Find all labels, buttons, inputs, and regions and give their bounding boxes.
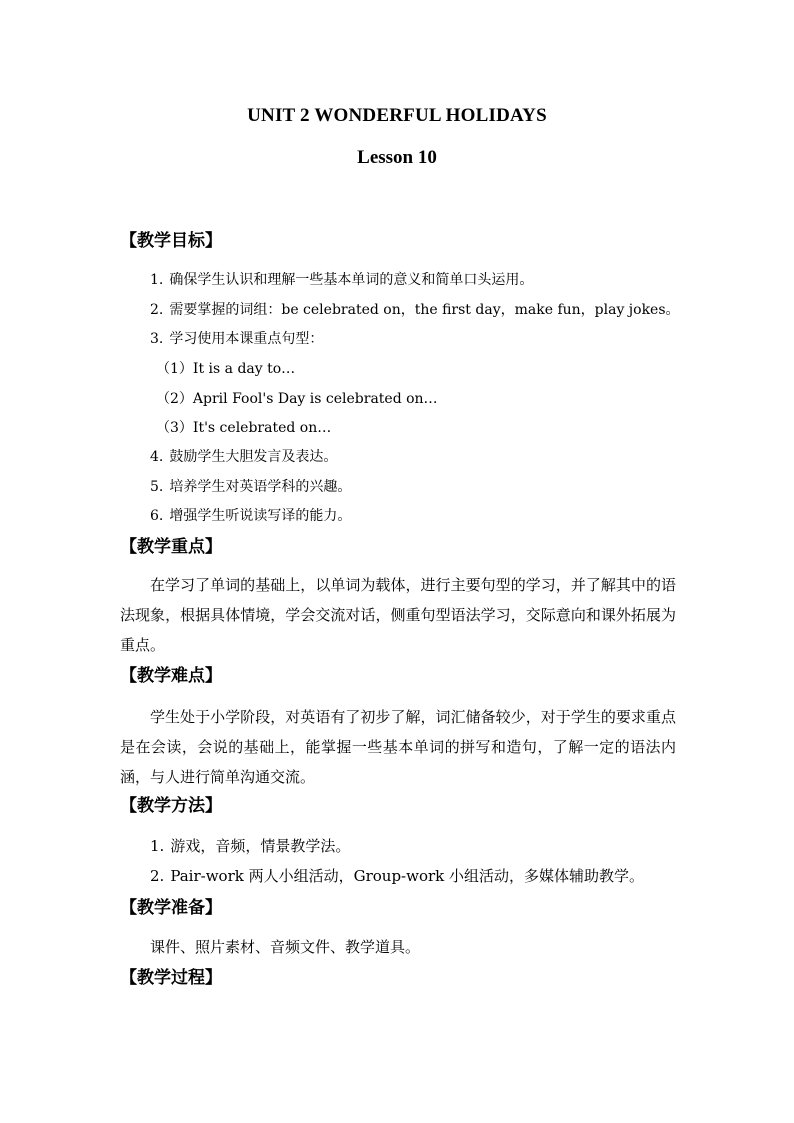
goal-item-text: 增强学生听说读写译的能力。 <box>169 508 352 524</box>
goal-item-text: 鼓励学生大胆发言及表达。 <box>169 449 338 465</box>
key-points-heading: 【教学重点】 <box>120 537 222 557</box>
goal-item-number: 3. <box>150 331 164 347</box>
preparation-heading: 【教学准备】 <box>120 898 222 918</box>
method-item-text: Pair-work 两人小组活动，Group-work 小组活动，多媒体辅助教学。 <box>170 867 645 885</box>
method-item <box>150 866 644 886</box>
goal-item-number: 2. <box>150 302 164 318</box>
method-item-text: 游戏，音频，情景教学法。 <box>170 837 351 855</box>
key-points-paragraph: 在学习了单词的基础上，以单词为载体，进行主要句型的学习，并了解其中的语法现象，根据具体情境，学会交流对话，侧重句型语法学习，交际意向和课外拓展为重点。 <box>120 576 676 654</box>
method-item-number: 2. <box>150 867 165 885</box>
lesson-title: Lesson 10 <box>357 147 437 168</box>
goal-subitem-text: It is a day to… <box>192 361 296 377</box>
goal-item <box>150 506 351 526</box>
goal-subitem-number: （1） <box>156 361 193 377</box>
goal-item <box>150 300 680 320</box>
goal-subitem <box>156 418 331 438</box>
goal-item <box>150 447 337 467</box>
goal-subitem-text: It's celebrated on… <box>192 420 332 436</box>
goal-subitem <box>156 389 438 409</box>
method-item-number: 1. <box>150 837 165 855</box>
difficulties-heading: 【教学难点】 <box>120 666 222 686</box>
goal-item-number: 4. <box>150 449 164 465</box>
goal-item-text: 学习使用本课重点句型： <box>169 331 324 347</box>
goal-item <box>150 477 351 497</box>
methods-heading: 【教学方法】 <box>120 796 222 816</box>
goal-subitem-number: （3） <box>156 420 193 436</box>
goal-subitem <box>156 359 295 379</box>
goal-item-text: 培养学生对英语学科的兴趣。 <box>169 479 352 495</box>
goal-item <box>150 270 533 290</box>
goal-item-text: 确保学生认识和理解一些基本单词的意义和简单口头运用。 <box>169 272 534 288</box>
goal-item-number: 5. <box>150 479 164 495</box>
difficulties-paragraph: 学生处于小学阶段，对英语有了初步了解，词汇储备较少，对于学生的要求重点是在会读，会说的基础上，能掌握一些基本单词的拼写和造句，了解一定的语法内涵，与人进行简单沟通交流。 <box>120 708 676 786</box>
method-item <box>150 836 350 856</box>
goal-item <box>150 329 323 349</box>
process-heading: 【教学过程】 <box>120 968 222 988</box>
document-title: UNIT 2 WONDERFUL HOLIDAYS <box>247 105 547 126</box>
goal-item-text: 需要掌握的词组：be celebrated on，the first day，make fun，play jokes。 <box>169 302 680 318</box>
preparation-text: 课件、照片素材、音频文件、教学道具。 <box>150 938 421 956</box>
goal-subitem-text: April Fool's Day is celebrated on… <box>192 391 438 407</box>
goal-item-number: 6. <box>150 508 164 524</box>
goals-heading: 【教学目标】 <box>120 231 222 251</box>
goal-item-number: 1. <box>150 272 164 288</box>
goal-subitem-number: （2） <box>156 391 193 407</box>
